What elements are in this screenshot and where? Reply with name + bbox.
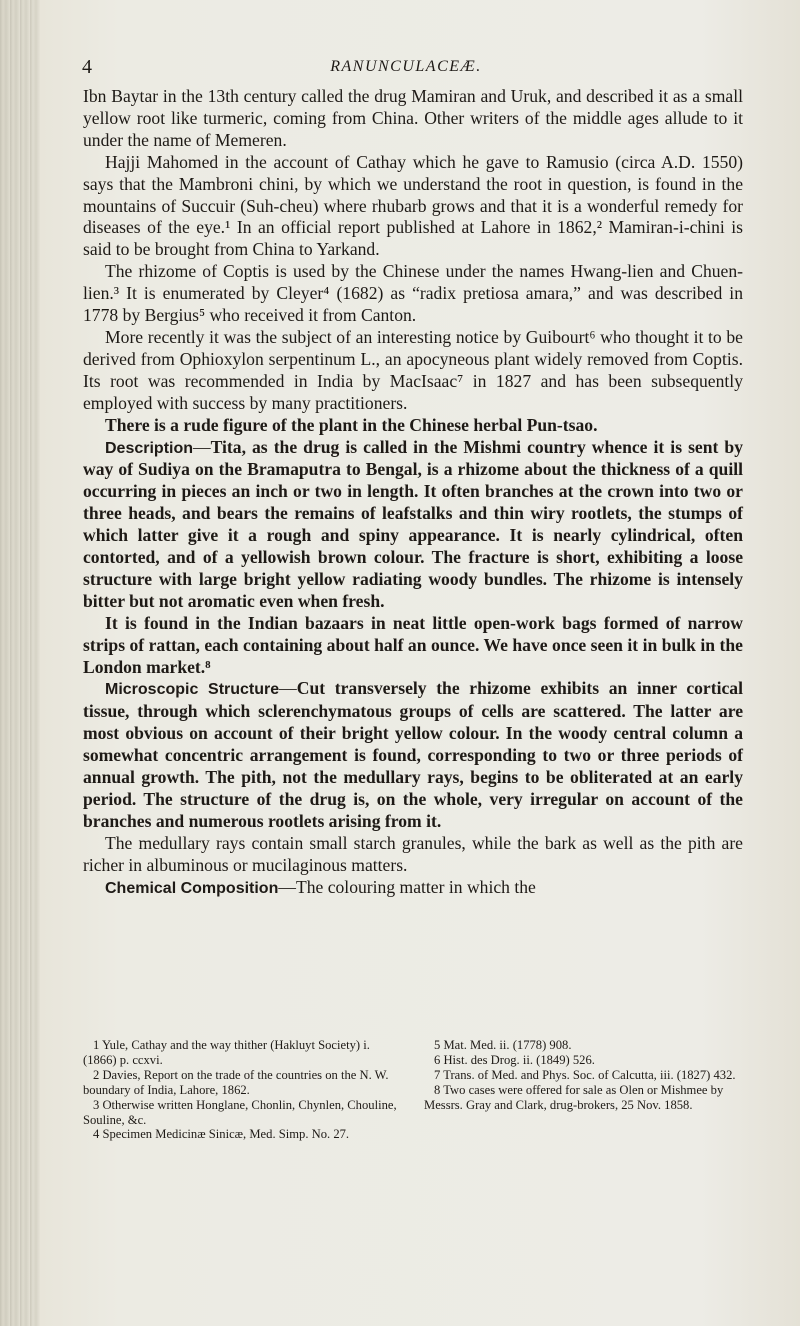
description-paragraph: Description—Tita, as the drug is called in the Mishmi country whence it is sent by way of Sudiya on the Bramaputra to Bengal, is a rhizome about the thickness of a quill occurring in pieces an inch or two in length. It often branches at the crown into two or three heads, and bears the remains of leafstalks and thin wiry rootlets, the stumps of which latter give it a rough and spiny appearance. It is nearly cylindrical, often contorted, and of a yellowish brown colour. The fracture is short, exhibiting a loose structure with large bright yellow radiating woody bundles. The rhizome is intensely bitter but not aromatic even when fresh. (83, 436, 743, 611)
paragraph: The rhizome of Coptis is used by the Chinese under the names Hwang-lien and Chuen-lien.³ It is enumerated by Cleyer⁴ (1682) as “radix pretiosa amara,” and was described in 1778 by Bergius⁵ who received it from Canton. (83, 261, 743, 326)
footnotes (83, 1038, 743, 1142)
footnote: 1 Yule, Cathay and the way thither (Hakluyt Society) i. (1866) p. ccxvi. (83, 1038, 370, 1067)
chemical-text: The colouring matter in which the (295, 876, 536, 897)
footnote: 2 Davies, Report on the trade of the countries on the N. W. boundary of India, Lahore, 1862. (83, 1067, 389, 1097)
running-title: RANUNCULACEÆ. (330, 58, 482, 75)
section-heading-chemical: Chemical Composition (105, 879, 279, 897)
footnote: 8 Two cases were offered for sale as Olen or Mishmee by Messrs. Gray and Clark, drug-brokers, 25 Nov. 1858. (424, 1082, 724, 1112)
description-text: Tita, as the drug is called in the Mishmi country whence it is sent by way of Sudiya on the Bramaputra to Bengal, is a rhizome about the thickness of a quill occurring in pieces an inch or two in length. It often branches at the crown into two or three heads, and bears the remains of leafstalks and thin wiry rootlets, the stumps of which latter give it a rough and spiny appearance. It is nearly cylindrical, often contorted, and of a yellowish brown colour. The fracture is short, exhibiting a loose structure with large bright yellow radiating woody bundles. The rhizome is intensely bitter but not aromatic even when fresh. (83, 436, 743, 611)
paragraph: Ibn Baytar in the 13th century called the drug Mamiran and Uruk, and described it as a small yellow root like turmeric, coming from China. Other writers of the middle ages allude to it under the name of Memeren. (83, 86, 743, 150)
footnote: 5 Mat. Med. ii. (1778) 908. (434, 1038, 572, 1052)
section-heading-description: Description (105, 439, 194, 457)
footnote: 6 Hist. des Drog. ii. (1849) 526. (434, 1052, 595, 1067)
footnotes-right-column (424, 1038, 743, 1142)
footnote: 7 Trans. of Med. and Phys. Soc. of Calcutta, iii. (1827) 432. (434, 1067, 736, 1082)
main-text (83, 86, 743, 900)
microscopic-text: Cut transversely the rhizome exhibits an inner cortical tissue, through which sclerenchymatous groups of cells are scattered. The latter are most obvious on account of their bright yellow colour. In the woody central column a somewhat concentric arrangement is found, corresponding to two or three periods of annual growth. The pith, not the medullary rays, begins to be obliterated at an early period. The structure of the drug is, on the whole, very irregular on account of the branches and numerous rootlets arising from it. (83, 678, 743, 831)
microscopic-paragraph: Microscopic Structure—Cut transversely the rhizome exhibits an inner cortical tissue, through which sclerenchymatous groups of cells are scattered. The latter are most obvious on account of their bright yellow colour. In the woody central column a somewhat concentric arrangement is found, corresponding to two or three periods of annual growth. The pith, not the medullary rays, begins to be obliterated at an early period. The structure of the drug is, on the whole, very irregular on account of the branches and numerous rootlets arising from it. (83, 678, 743, 831)
page-header (82, 56, 730, 80)
section-heading-microscopic: Microscopic Structure (105, 681, 280, 699)
paragraph: More recently it was the subject of an interesting notice by Guibourt⁶ who thought it to be derived from Ophioxylon serpentinum L., an apocyneous plant widely removed from Coptis. Its root was recommended in India by MacIsaac⁷ in 1827 and has been subsequently employed with success by many practitioners. (83, 326, 743, 413)
paragraph: There is a rude figure of the plant in the Chinese herbal Pun-tsao. (105, 414, 598, 435)
chemical-paragraph: Chemical Composition—The colouring matter in which the (105, 876, 536, 897)
footnotes-left-column (83, 1038, 402, 1142)
page-binding-edge (0, 0, 40, 1326)
footnote: 3 Otherwise written Honglane, Chonlin, Chynlen, Chouline, Souline, &c. (83, 1097, 397, 1127)
paragraph: Hajji Mahomed in the account of Cathay which he gave to Ramusio (circa A.D. 1550) says that the Mambroni chini, by which we understand the root in question, is found in the mountains of Succuir (Suh-cheu) where rhubarb grows and that it is a wonderful remedy for diseases of the eye.¹ In an official report published at Lahore in 1862,² Mamiran-i-chini is said to be brought from China to Yarkand. (83, 151, 743, 260)
page-number: 4 (82, 56, 92, 78)
paragraph: The medullary rays contain small starch granules, while the bark as well as the pith are richer in albuminous or mucilaginous matters. (83, 832, 743, 875)
footnote: 4 Specimen Medicinæ Sinicæ, Med. Simp. No. 27. (93, 1127, 350, 1142)
paragraph: It is found in the Indian bazaars in neat little open-work bags formed of narrow strips of rattan, each containing about half an ounce. We have once seen it in bulk in the London market.⁸ (83, 612, 743, 677)
